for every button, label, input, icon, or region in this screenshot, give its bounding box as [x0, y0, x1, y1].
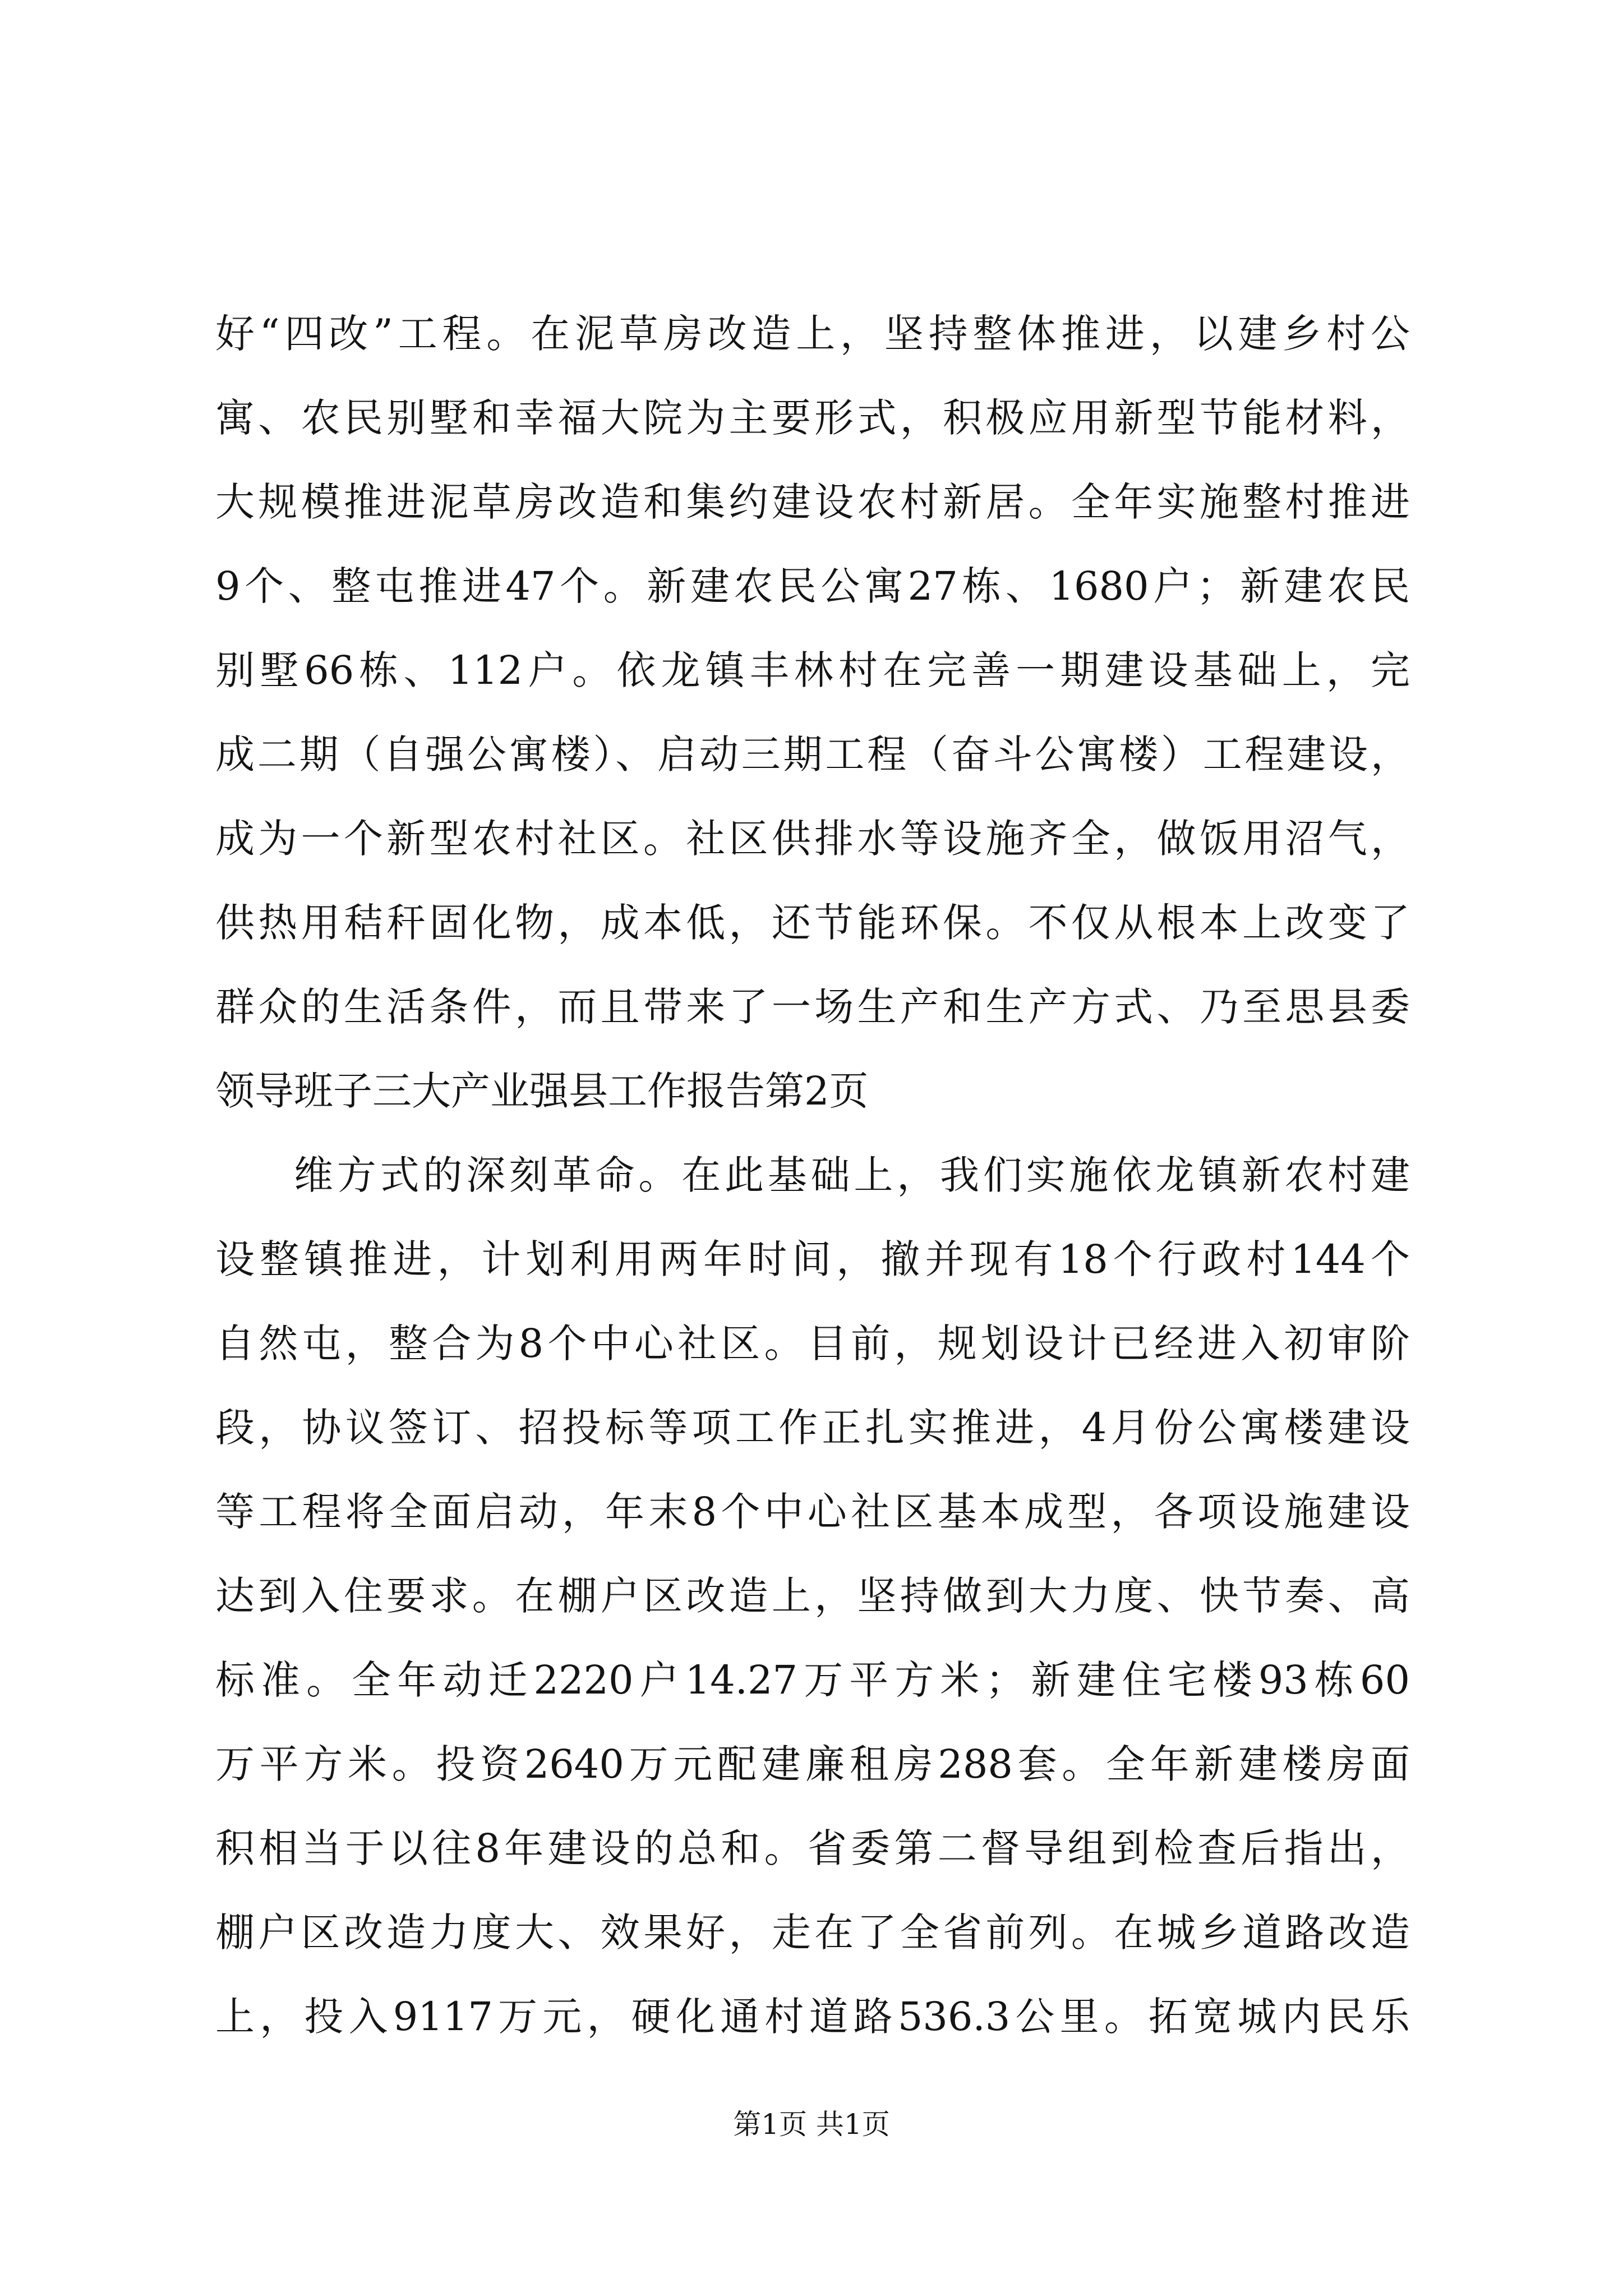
text-line: 供热用秸秆固化物，成本低，还节能环保。不仅从根本上改变了	[215, 900, 1410, 946]
text-line: 成二期（自强公寓楼）、启动三期工程（奋斗公寓楼）工程建设，	[215, 731, 1410, 777]
text-line: 别墅66栋、112户。依龙镇丰林村在完善一期建设基础上，完	[215, 647, 1410, 693]
text-line: 设整镇推进，计划利用两年时间，撤并现有18个行政村144个	[215, 1236, 1410, 1282]
text-line: 积相当于以往8年建设的总和。省委第二督导组到检查后指出，	[215, 1825, 1410, 1871]
text-line: 群众的生活条件，而且带来了一场生产和生产方式、乃至思县委	[215, 984, 1410, 1030]
paragraph-first-line: 维方式的深刻革命。在此基础上，我们实施依龙镇新农村建	[294, 1152, 1410, 1198]
text-line: 寓、农民别墅和幸福大院为主要形式，积极应用新型节能材料，	[215, 395, 1410, 441]
text-line: 标准。全年动迁2220户14.27万平方米；新建住宅楼93栋60	[215, 1657, 1410, 1703]
text-line: 段，协议签订、招投标等项工作正扎实推进，4月份公寓楼建设	[215, 1405, 1410, 1451]
text-line: 自然屯，整合为8个中心社区。目前，规划设计已经进入初审阶	[215, 1320, 1410, 1366]
text-line: 上，投入9117万元，硬化通村道路536.3公里。拓宽城内民乐	[215, 1994, 1410, 2040]
page-footer: 第1页 共1页	[733, 2108, 890, 2141]
text-line: 好“四改”工程。在泥草房改造上，坚持整体推进，以建乡村公	[215, 311, 1410, 357]
text-line: 大规模推进泥草房改造和集约建设农村新居。全年实施整村推进	[215, 479, 1410, 525]
text-line: 万平方米。投资2640万元配建廉租房288套。全年新建楼房面	[215, 1741, 1410, 1787]
text-line: 9个、整屯推进47个。新建农民公寓27栋、1680户；新建农民	[215, 563, 1410, 609]
text-line: 领导班子三大产业强县工作报告第2页	[215, 1068, 869, 1114]
text-line: 成为一个新型农村社区。社区供排水等设施齐全，做饭用沼气，	[215, 816, 1410, 862]
text-line: 等工程将全面启动，年末8个中心社区基本成型，各项设施建设	[215, 1489, 1410, 1535]
text-line: 达到入住要求。在棚户区改造上，坚持做到大力度、快节奏、高	[215, 1573, 1410, 1619]
text-line: 棚户区改造力度大、效果好，走在了全省前列。在城乡道路改造	[215, 1910, 1410, 1955]
body-text	[215, 292, 1410, 2059]
